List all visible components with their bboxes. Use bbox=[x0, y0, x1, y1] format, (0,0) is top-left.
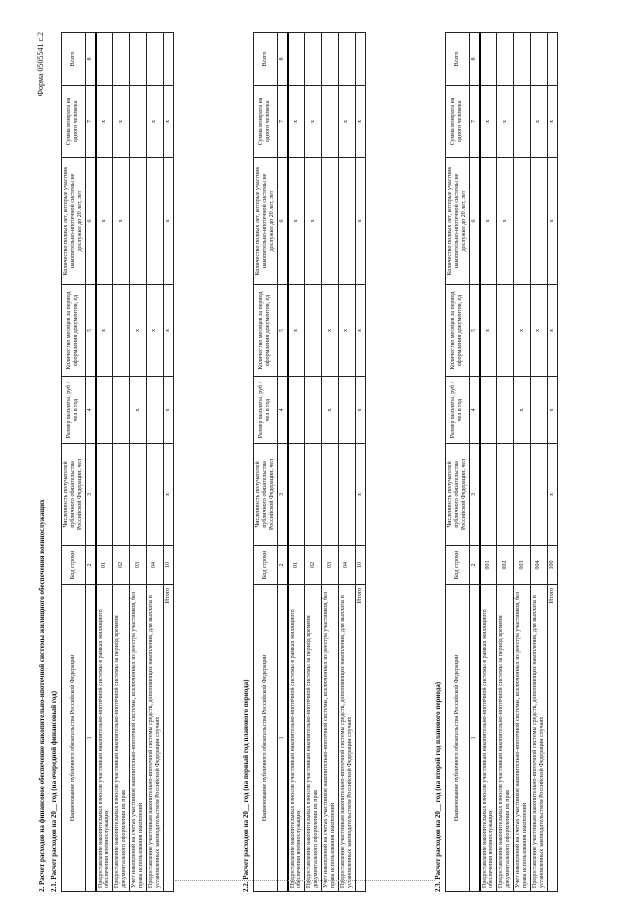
cell-c3[interactable] bbox=[322, 444, 339, 546]
row-name: Предоставление накопительных взносов участникам накопительно-ипотечной системы в рамках жилищного обеспечения военнослужащих bbox=[288, 585, 305, 892]
col-header-months: Количество месяцев за период оформления документов, ед bbox=[446, 285, 470, 377]
cell-c3[interactable] bbox=[480, 444, 497, 546]
row-name: Предоставление накопительных взносов участникам накопительно-ипотечной системы в рамках жилищного обеспечения военнослужащих bbox=[480, 585, 497, 892]
cell-c7[interactable]: х bbox=[146, 86, 163, 158]
col-header-name: Наименование публичного обязательства Российской Федерации bbox=[446, 585, 470, 892]
cell-c5[interactable] bbox=[497, 285, 514, 377]
cell-c4[interactable] bbox=[146, 377, 163, 444]
cell-c5[interactable] bbox=[305, 285, 322, 377]
row-code: 04 bbox=[146, 546, 163, 585]
cell-c5[interactable]: х bbox=[355, 285, 365, 377]
cell-c8[interactable] bbox=[497, 33, 514, 86]
table-row bbox=[514, 33, 531, 892]
col-header-return-sum: Сумма возврата на одного человека bbox=[62, 86, 86, 158]
total-row bbox=[355, 33, 365, 892]
cell-c4[interactable]: х bbox=[163, 377, 173, 444]
row-name: Предоставление накопительных взносов участникам накопительно-ипотечной системы за период времени документального оформления их прав bbox=[113, 585, 130, 892]
cell-c8[interactable] bbox=[288, 33, 305, 86]
form-code: Форма 0505541 с.2 bbox=[36, 32, 45, 97]
col-header-months: Количество месяцев за период оформления документов, ед bbox=[62, 285, 86, 377]
section-title: 2.1. Расчет расходов на 20__ год (на очередной финансовый год) bbox=[50, 690, 58, 892]
table-row bbox=[305, 33, 322, 892]
table-row bbox=[146, 33, 163, 892]
cell-c4[interactable]: х bbox=[355, 377, 365, 444]
total-row bbox=[163, 33, 173, 892]
row-name: Учет накоплений на счетах участников накопительно-ипотечной системы, исключенных из реестра участников, без права использования накоплений bbox=[130, 585, 147, 892]
row-code: 004 bbox=[530, 546, 547, 585]
expense-table bbox=[445, 32, 558, 892]
row-code: 100 bbox=[547, 546, 557, 585]
column-number-row bbox=[277, 33, 287, 892]
column-number: 6 bbox=[469, 158, 479, 285]
col-header-total: Всего bbox=[446, 33, 470, 86]
column-number: 8 bbox=[85, 33, 95, 86]
row-name: Предоставление накопительных взносов участникам накопительно-ипотечной системы в рамках жилищного обеспечения военнослужащих bbox=[96, 585, 113, 892]
cell-c6[interactable] bbox=[146, 158, 163, 285]
row-code: 002 bbox=[497, 546, 514, 585]
column-number-row bbox=[469, 33, 479, 892]
column-number: 2 bbox=[469, 546, 479, 585]
column-number: 8 bbox=[277, 33, 287, 86]
header-row bbox=[254, 33, 278, 892]
row-name: Итого bbox=[163, 585, 173, 892]
header-row bbox=[62, 33, 86, 892]
cell-c5[interactable]: х bbox=[130, 285, 147, 377]
col-header-months: Количество месяцев за период оформления документов, ед bbox=[254, 285, 278, 377]
row-name: Учет накоплений на счетах участников накопительно-ипотечной системы, исключенных из реестра участников, без права использования накоплений bbox=[514, 585, 531, 892]
row-code: 10 bbox=[355, 546, 365, 585]
row-code: 04 bbox=[338, 546, 355, 585]
cell-c7[interactable] bbox=[514, 86, 531, 158]
cell-c4[interactable] bbox=[113, 377, 130, 444]
table-row bbox=[480, 33, 497, 892]
row-name: Итого bbox=[547, 585, 557, 892]
column-number: 7 bbox=[469, 86, 479, 158]
cell-c3[interactable] bbox=[96, 444, 113, 546]
cell-c7[interactable]: х bbox=[288, 86, 305, 158]
rotated-content bbox=[30, 20, 630, 900]
col-header-payment: Размер выплаты, руб / чел в год bbox=[254, 377, 278, 444]
cell-c6[interactable] bbox=[322, 158, 339, 285]
cell-c4[interactable]: х bbox=[514, 377, 531, 444]
column-number: 7 bbox=[277, 86, 287, 158]
row-name: Предоставление накопительных взносов участникам накопительно-ипотечной системы за период времени документального оформления их прав bbox=[497, 585, 514, 892]
cell-c3[interactable] bbox=[497, 444, 514, 546]
main-title: 2. Расчет расходов на финансовое обеспечение накопительно-ипотечной системы жилищного обеспечения военнослужащих bbox=[38, 499, 46, 892]
cell-c5[interactable]: х bbox=[480, 285, 497, 377]
cell-c3[interactable] bbox=[113, 444, 130, 546]
cell-c4[interactable] bbox=[305, 377, 322, 444]
cell-c6[interactable] bbox=[130, 158, 147, 285]
col-header-years: Количество полных лет, которые участник накопительно-ипотечной системы не дослужил до 20 лет, лет bbox=[62, 158, 86, 285]
row-code: 01 bbox=[288, 546, 305, 585]
row-code: 001 bbox=[480, 546, 497, 585]
column-number: 5 bbox=[85, 285, 95, 377]
table-row bbox=[322, 33, 339, 892]
row-name: Предоставление участникам накопительно-ипотечной системы средств, дополняющих накопления, для выплаты в установленных законодательством Российской Федерации случаях bbox=[146, 585, 163, 892]
col-header-payment: Размер выплаты, руб / чел в год bbox=[62, 377, 86, 444]
total-row bbox=[547, 33, 557, 892]
section-title: 2.2. Расчет расходов на 20__ год (на первый год планового периода) bbox=[242, 679, 250, 892]
table-row bbox=[288, 33, 305, 892]
column-number: 3 bbox=[85, 444, 95, 546]
cell-c3[interactable]: х bbox=[163, 444, 173, 546]
section-2-3 bbox=[434, 32, 558, 892]
column-number: 8 bbox=[469, 33, 479, 86]
cell-c4[interactable] bbox=[288, 377, 305, 444]
cell-c7[interactable] bbox=[322, 86, 339, 158]
column-number: 2 bbox=[85, 546, 95, 585]
table-row bbox=[113, 33, 130, 892]
cell-c4[interactable]: х bbox=[547, 377, 557, 444]
cell-c3[interactable]: х bbox=[355, 444, 365, 546]
cell-c5[interactable]: х bbox=[322, 285, 339, 377]
header-row bbox=[446, 33, 470, 892]
cell-c6[interactable]: х bbox=[305, 158, 322, 285]
cell-c4[interactable] bbox=[338, 377, 355, 444]
cell-c7[interactable]: х bbox=[96, 86, 113, 158]
cell-c8[interactable] bbox=[530, 33, 547, 86]
row-name: Предоставление участникам накопительно-ипотечной системы средств, дополняющих накопления, для выплаты в установленных законодательством Российской Федерации случаях bbox=[530, 585, 547, 892]
row-code: 03 bbox=[130, 546, 147, 585]
column-number: 7 bbox=[85, 86, 95, 158]
col-header-return-sum: Сумма возврата на одного человека bbox=[254, 86, 278, 158]
col-header-code: Код строки bbox=[254, 546, 278, 585]
cell-c5[interactable]: х bbox=[514, 285, 531, 377]
cell-c8[interactable] bbox=[163, 33, 173, 86]
column-number: 5 bbox=[469, 285, 479, 377]
cell-c7[interactable]: х bbox=[497, 86, 514, 158]
col-header-return-sum: Сумма возврата на одного человека bbox=[446, 86, 470, 158]
cell-c4[interactable] bbox=[480, 377, 497, 444]
cell-c6[interactable]: х bbox=[96, 158, 113, 285]
cell-c8[interactable] bbox=[113, 33, 130, 86]
table-row bbox=[338, 33, 355, 892]
cell-c3[interactable] bbox=[530, 444, 547, 546]
row-code: 01 bbox=[96, 546, 113, 585]
cell-c6[interactable]: х bbox=[355, 158, 365, 285]
cell-c6[interactable]: х bbox=[497, 158, 514, 285]
column-number: 4 bbox=[469, 377, 479, 444]
cell-c5[interactable]: х bbox=[338, 285, 355, 377]
col-header-code: Код строки bbox=[446, 546, 470, 585]
row-code: 02 bbox=[305, 546, 322, 585]
cell-c6[interactable]: х bbox=[288, 158, 305, 285]
column-number: 6 bbox=[85, 158, 95, 285]
col-header-years: Количество полных лет, которые участник накопительно-ипотечной системы не дослужил до 20 лет, лет bbox=[254, 158, 278, 285]
cell-c7[interactable]: х bbox=[530, 86, 547, 158]
expense-table bbox=[253, 32, 366, 892]
scan-artifact-line bbox=[175, 880, 435, 881]
column-number: 4 bbox=[85, 377, 95, 444]
cell-c7[interactable]: х bbox=[163, 86, 173, 158]
column-number: 3 bbox=[277, 444, 287, 546]
cell-c3[interactable]: х bbox=[547, 444, 557, 546]
cell-c3[interactable] bbox=[514, 444, 531, 546]
cell-c6[interactable] bbox=[514, 158, 531, 285]
cell-c4[interactable] bbox=[530, 377, 547, 444]
column-number: 2 bbox=[277, 546, 287, 585]
column-number: 1 bbox=[85, 585, 95, 892]
col-header-payment: Размер выплаты, руб / чел в год bbox=[446, 377, 470, 444]
cell-c8[interactable] bbox=[146, 33, 163, 86]
cell-c8[interactable] bbox=[547, 33, 557, 86]
cell-c7[interactable]: х bbox=[113, 86, 130, 158]
cell-c8[interactable] bbox=[305, 33, 322, 86]
cell-c3[interactable] bbox=[146, 444, 163, 546]
cell-c5[interactable]: х bbox=[96, 285, 113, 377]
cell-c8[interactable] bbox=[322, 33, 339, 86]
cell-c8[interactable] bbox=[480, 33, 497, 86]
cell-c4[interactable] bbox=[497, 377, 514, 444]
cell-c8[interactable] bbox=[96, 33, 113, 86]
cell-c8[interactable] bbox=[130, 33, 147, 86]
cell-c3[interactable] bbox=[130, 444, 147, 546]
row-code: 003 bbox=[514, 546, 531, 585]
row-code: 10 bbox=[163, 546, 173, 585]
column-number: 1 bbox=[469, 585, 479, 892]
cell-c5[interactable]: х bbox=[288, 285, 305, 377]
cell-c6[interactable] bbox=[530, 158, 547, 285]
cell-c3[interactable] bbox=[338, 444, 355, 546]
cell-c7[interactable] bbox=[130, 86, 147, 158]
col-header-name: Наименование публичного обязательства Российской Федерации bbox=[254, 585, 278, 892]
cell-c8[interactable] bbox=[514, 33, 531, 86]
row-name: Учет накоплений на счетах участников накопительно-ипотечной системы, исключенных из реестра участников, без права использования накоплений bbox=[322, 585, 339, 892]
expense-table bbox=[61, 32, 174, 892]
column-number: 3 bbox=[469, 444, 479, 546]
cell-c3[interactable] bbox=[305, 444, 322, 546]
table-row bbox=[130, 33, 147, 892]
table-row bbox=[497, 33, 514, 892]
col-header-code: Код строки bbox=[62, 546, 86, 585]
cell-c6[interactable]: х bbox=[547, 158, 557, 285]
cell-c7[interactable]: х bbox=[355, 86, 365, 158]
column-number: 6 bbox=[277, 158, 287, 285]
cell-c5[interactable]: х bbox=[530, 285, 547, 377]
cell-c6[interactable]: х bbox=[163, 158, 173, 285]
table-row bbox=[96, 33, 113, 892]
cell-c6[interactable]: х bbox=[113, 158, 130, 285]
table-row bbox=[530, 33, 547, 892]
cell-c7[interactable]: х bbox=[547, 86, 557, 158]
row-name: Итого bbox=[355, 585, 365, 892]
row-name: Предоставление накопительных взносов участникам накопительно-ипотечной системы за период времени документального оформления их прав bbox=[305, 585, 322, 892]
cell-c6[interactable] bbox=[338, 158, 355, 285]
cell-c7[interactable]: х bbox=[338, 86, 355, 158]
section-2-1 bbox=[50, 32, 174, 892]
cell-c4[interactable]: х bbox=[322, 377, 339, 444]
col-header-total: Всего bbox=[254, 33, 278, 86]
row-code: 03 bbox=[322, 546, 339, 585]
col-header-years: Количество полных лет, которые участник накопительно-ипотечной системы не дослужил до 20 лет, лет bbox=[446, 158, 470, 285]
col-header-recipients: Численность получателей публичного обязательства Российской Федерации, чел bbox=[62, 444, 86, 546]
section-title: 2.3. Расчет расходов на 20__ год (на второй год планового периода) bbox=[434, 681, 442, 892]
cell-c3[interactable] bbox=[288, 444, 305, 546]
cell-c8[interactable] bbox=[355, 33, 365, 86]
cell-c5[interactable]: х bbox=[547, 285, 557, 377]
column-number: 5 bbox=[277, 285, 287, 377]
cell-c7[interactable]: х bbox=[305, 86, 322, 158]
column-number: 1 bbox=[277, 585, 287, 892]
row-code: 02 bbox=[113, 546, 130, 585]
column-number-row bbox=[85, 33, 95, 892]
cell-c5[interactable]: х bbox=[163, 285, 173, 377]
row-name: Предоставление участникам накопительно-ипотечной системы средств, дополняющих накопления, для выплаты в установленных законодательством Российской Федерации случаях bbox=[338, 585, 355, 892]
section-2-2 bbox=[242, 32, 366, 892]
cell-c5[interactable] bbox=[113, 285, 130, 377]
column-number: 4 bbox=[277, 377, 287, 444]
col-header-total: Всего bbox=[62, 33, 86, 86]
cell-c8[interactable] bbox=[338, 33, 355, 86]
cell-c6[interactable]: х bbox=[480, 158, 497, 285]
cell-c5[interactable]: х bbox=[146, 285, 163, 377]
cell-c7[interactable]: х bbox=[480, 86, 497, 158]
col-header-recipients: Численность получателей публичного обязательства Российской Федерации, чел bbox=[446, 444, 470, 546]
cell-c4[interactable] bbox=[96, 377, 113, 444]
col-header-name: Наименование публичного обязательства Российской Федерации bbox=[62, 585, 86, 892]
col-header-recipients: Численность получателей публичного обязательства Российской Федерации, чел bbox=[254, 444, 278, 546]
cell-c4[interactable]: х bbox=[130, 377, 147, 444]
